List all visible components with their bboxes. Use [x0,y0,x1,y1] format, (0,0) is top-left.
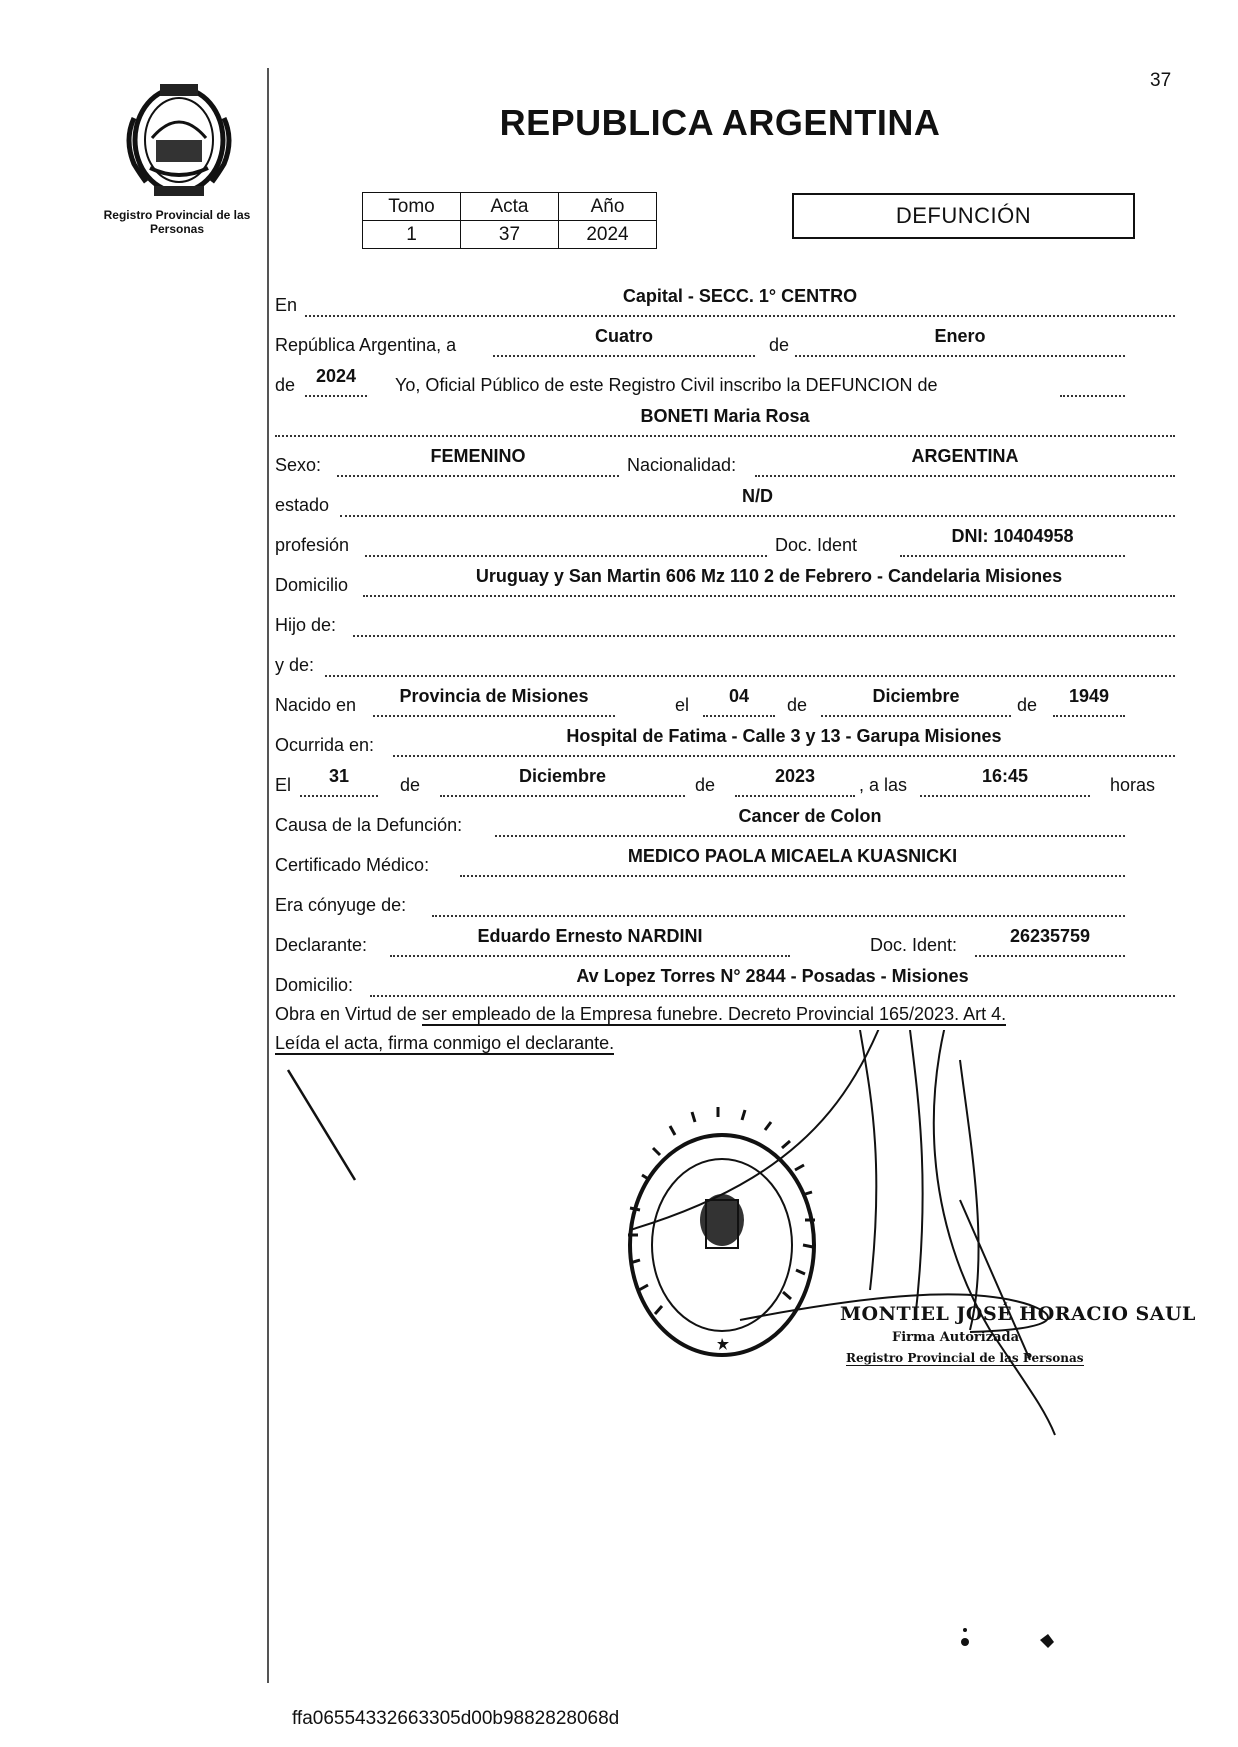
page-number: 37 [1150,70,1172,91]
row-child-of [275,608,1175,640]
table-header-tomo: Tomo [363,193,461,221]
occurred-label: Ocurrida en: [275,735,375,755]
row-date [275,328,1175,360]
death-at-label: , a las [859,775,908,795]
act-type-box: DEFUNCIÓN [792,193,1135,239]
death-month-field: Diciembre [440,767,685,797]
date-day-field: Cuatro [493,327,755,357]
death-time-field: 16:45 [920,767,1090,797]
table-cell-tomo: 1 [363,221,461,249]
place-field: Capital - SECC. 1° CENTRO [305,287,1175,317]
registry-label: Registro Provincial de las Personas [103,208,251,236]
deceased-name-field: BONETI Maria Rosa [275,407,1175,437]
row-place [275,288,1175,320]
year-field: 2024 [305,367,367,397]
death-de1-label: de [400,775,421,795]
row-spouse [275,888,1175,920]
declarant-doc-field: 26235759 [975,927,1125,957]
born-el-label: el [675,695,690,715]
row-declarant-address [275,968,1175,1000]
sex-field: FEMENINO [337,447,619,477]
closing-prefix: Obra en Virtud de [275,1004,422,1024]
row-occurred [275,728,1175,760]
profession-field [365,527,767,557]
nationality-field: ARGENTINA [755,447,1175,477]
margin-line [267,68,269,1683]
declarant-doc-label: Doc. Ident: [870,935,958,955]
row-declarant [275,928,1175,960]
date-sep-label: de [769,335,790,355]
row-civil-status [275,488,1175,520]
sex-label: Sexo: [275,455,322,475]
registration-text: Yo, Oficial Público de este Registro Civil inscribo la DEFUNCION de [395,375,938,395]
and-of-field [325,647,1175,677]
document-hash: ffa06554332663305d00b9882828068d [292,1708,620,1729]
signature-role: Firma Autorizada [892,1330,1020,1345]
act-number-table [362,192,657,249]
spouse-label: Era cónyuge de: [275,895,407,915]
year-line-filler [1060,367,1125,397]
born-label: Nacido en [275,695,357,715]
born-month-field: Diciembre [821,687,1011,717]
signature-office: Registro Provincial de las Personas [846,1351,1084,1365]
table-cell-anio: 2024 [559,221,657,249]
closing-basis: ser empleado de la Empresa funebre. Decreto Provincial 165/2023. Art 4. [421,1004,1007,1024]
declarant-field: Eduardo Ernesto NARDINI [390,927,790,957]
and-of-label: y de: [275,655,315,675]
row-sex-nationality [275,448,1175,480]
declarant-address-label: Domicilio: [275,975,354,995]
child-of-label: Hijo de: [275,615,337,635]
row-born [275,688,1175,720]
date-month-field: Enero [795,327,1125,357]
death-hours-label: horas [1110,775,1156,795]
id-doc-field: DNI: 10404958 [900,527,1125,557]
page-title: REPUBLICA ARGENTINA [499,102,941,143]
born-day-field: 04 [703,687,775,717]
civil-status-label: estado [275,495,330,515]
certificate-label: Certificado Médico: [275,855,430,875]
declarant-label: Declarante: [275,935,368,955]
born-place-field: Provincia de Misiones [373,687,615,717]
born-de2-label: de [1017,695,1038,715]
year-label: de [275,375,296,395]
death-date-label: El [275,775,292,795]
seal-and-signature-icon [270,1030,1238,1680]
child-of-field [353,607,1175,637]
table-header-anio: Año [559,193,657,221]
cause-label: Causa de la Defunción: [275,815,463,835]
death-year-field: 2023 [735,767,855,797]
provincial-emblem-icon [120,78,238,200]
spouse-field [432,887,1125,917]
occurred-field: Hospital de Fatima - Calle 3 y 13 - Garupa Misiones [393,727,1175,757]
table-cell-acta: 37 [461,221,559,249]
certificate-field: MEDICO PAOLA MICAELA KUASNICKI [460,847,1125,877]
born-year-field: 1949 [1053,687,1125,717]
nationality-label: Nacionalidad: [627,455,737,475]
place-label: En [275,295,298,315]
table-header-acta: Acta [461,193,559,221]
born-de1-label: de [787,695,808,715]
death-de2-label: de [695,775,716,795]
row-year [275,368,1175,400]
profession-label: profesión [275,535,350,555]
address-label: Domicilio [275,575,349,595]
declarant-address-field: Av Lopez Torres N° 2844 - Posadas - Misiones [370,967,1175,997]
row-cause [275,808,1175,840]
cause-field: Cancer de Colon [495,807,1125,837]
row-certificate [275,848,1175,880]
closing-statement: Leída el acta, firma conmigo el declarante. [275,1033,615,1053]
civil-status-field: N/D [340,487,1175,517]
death-day-field: 31 [300,767,378,797]
signature-name: MONTIEL JOSÉ HORACIO SAUL [840,1303,1196,1325]
row-profession-doc [275,528,1175,560]
address-field: Uruguay y San Martin 606 Mz 110 2 de Febrero - Candelaria Misiones [363,567,1175,597]
row-and-of [275,648,1175,680]
row-death-date [275,768,1175,800]
row-deceased-name [275,408,1175,440]
row-address [275,568,1175,600]
id-doc-label: Doc. Ident [775,535,858,555]
date-label: República Argentina, a [275,335,457,355]
